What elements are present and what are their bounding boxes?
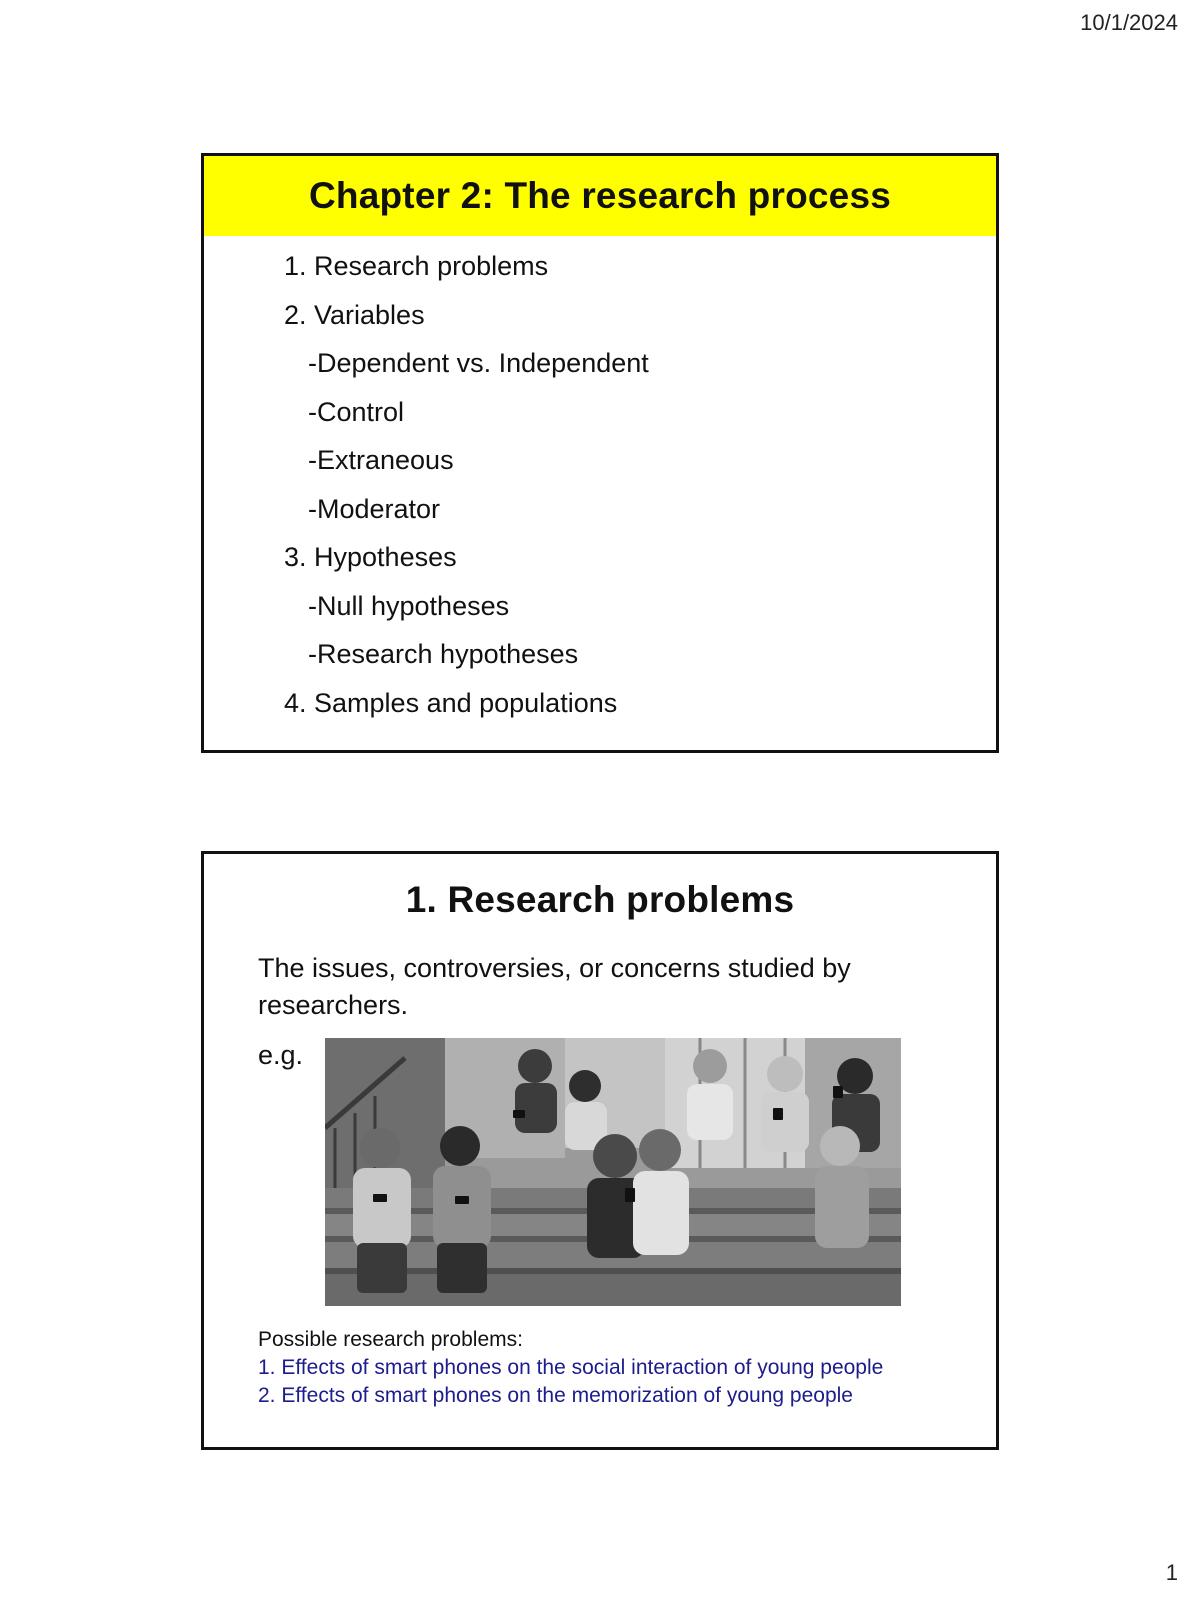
outline-subitem: -Null hypotheses (308, 590, 510, 621)
slide-research-problems (201, 851, 999, 1450)
slide-chapter-overview (201, 153, 999, 753)
slide-title: 1. Research problems (405, 879, 795, 920)
outline-subitem: -Dependent vs. Independent (308, 348, 649, 378)
outline-item: 1. Research problems (284, 251, 549, 281)
page-number: 1 (1165, 1560, 1178, 1585)
outline-subitem: -Control (308, 396, 405, 427)
possible-problems-list (258, 1326, 883, 1410)
photo-illustration (325, 1038, 901, 1306)
slide-title-band (204, 156, 996, 236)
teens-with-phones-photo (325, 1038, 901, 1306)
header-date: 10/1/2024 (1080, 10, 1178, 35)
outline-subitem: -Research hypotheses (308, 639, 579, 669)
problems-lead: Possible research problems: (258, 1328, 523, 1351)
outline-item: 4. Samples and populations (284, 687, 618, 718)
outline-subitem: -Moderator (308, 493, 441, 524)
definition-text: The issues, controversies, or concerns studied by researchers. (258, 953, 851, 1020)
problem-item: 1. Effects of smart phones on the social interaction of young people (258, 1356, 884, 1379)
outline-item: 2. Variables (284, 299, 425, 330)
slide-title: Chapter 2: The research process (309, 175, 891, 216)
chapter-outline (204, 236, 996, 731)
outline-item: 3. Hypotheses (284, 542, 457, 572)
slide-title-wrap (204, 854, 996, 942)
outline-subitem: -Extraneous (308, 445, 454, 475)
problem-item: 2. Effects of smart phones on the memorization of young people (258, 1384, 853, 1407)
example-label: e.g. (258, 1040, 304, 1070)
